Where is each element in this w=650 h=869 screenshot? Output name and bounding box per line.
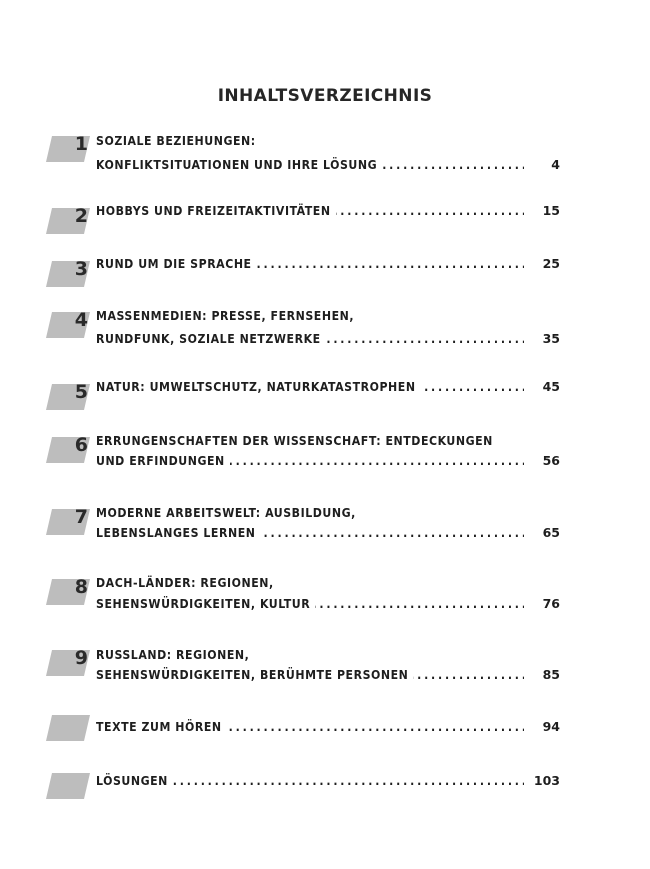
chapter-number: 2 <box>74 205 88 227</box>
chapter-badge <box>46 434 90 463</box>
chapter-badge <box>46 309 90 338</box>
chapter-badge <box>46 647 90 676</box>
chapter-title-line-1: NATUR: UMWELTSCHUTZ, NATURKATASTROPHEN . . . <box>96 376 524 398</box>
chapter-badge <box>46 381 90 410</box>
page-number: 4 <box>551 157 560 172</box>
chapter-badge <box>46 715 90 741</box>
toc-heading: INHALTSVERZEICHNIS <box>217 86 433 106</box>
chapter-title-line-1: SOZIALE BEZIEHUNGEN: <box>96 130 524 152</box>
chapter-badge <box>46 205 90 234</box>
chapter-title-line-1: TEXTE ZUM HÖREN . . . <box>96 716 524 738</box>
page-number: 85 <box>542 667 560 682</box>
chapter-title-line-1: RUSSLAND: REGIONEN, <box>96 644 524 666</box>
chapter-title-line-2: UND ERFINDUNGEN . . . <box>96 450 524 472</box>
page-number: 25 <box>542 256 560 271</box>
chapter-badge <box>46 773 90 799</box>
chapter-badge <box>46 258 90 287</box>
chapter-number: 4 <box>74 309 88 331</box>
chapter-title-line-1: MODERNE ARBEITSWELT: AUSBILDUNG, <box>96 502 524 524</box>
page-number: 103 <box>533 773 560 788</box>
badge-shape <box>46 773 90 799</box>
chapter-title-line-2: LEBENSLANGES LERNEN . . . <box>96 522 524 544</box>
page-number: 94 <box>542 719 560 734</box>
chapter-title-line-1: LÖSUNGEN . . . <box>96 770 524 792</box>
chapter-badge <box>46 133 90 162</box>
badge-shape <box>46 715 90 741</box>
chapter-title-line-1: ERRUNGENSCHAFTEN DER WISSENSCHAFT: ENTDECKUNGEN <box>96 430 524 452</box>
page-number: 45 <box>542 379 560 394</box>
page-number: 35 <box>542 331 560 346</box>
chapter-number: 3 <box>74 258 88 280</box>
chapter-title-line-2: RUNDFUNK, SOZIALE NETZWERKE . . . <box>96 328 524 350</box>
chapter-number: 1 <box>74 133 88 155</box>
chapter-title-line-1: RUND UM DIE SPRACHE . . . <box>96 253 524 275</box>
chapter-number: 5 <box>74 381 88 403</box>
chapter-badge <box>46 506 90 535</box>
chapter-title-line-1: MASSENMEDIEN: PRESSE, FERNSEHEN, <box>96 305 524 327</box>
chapter-number: 8 <box>74 576 88 598</box>
chapter-title-line-2: KONFLIKTSITUATIONEN UND IHRE LÖSUNG . . . <box>96 154 524 176</box>
page-number: 15 <box>542 203 560 218</box>
chapter-badge <box>46 576 90 605</box>
chapter-title-line-1: HOBBYS UND FREIZEITAKTIVITÄTEN . . . <box>96 200 524 222</box>
chapter-title-line-1: DACH-LÄNDER: REGIONEN, <box>96 572 524 594</box>
chapter-title-line-2: SEHENSWÜRDIGKEITEN, BERÜHMTE PERSONEN . . . <box>96 664 524 686</box>
page-number: 56 <box>542 453 560 468</box>
chapter-title-line-2: SEHENSWÜRDIGKEITEN, KULTUR . . . <box>96 593 524 615</box>
chapter-number: 6 <box>74 434 88 456</box>
chapter-number: 9 <box>74 647 88 669</box>
page-number: 76 <box>542 596 560 611</box>
chapter-number: 7 <box>74 506 88 528</box>
page-number: 65 <box>542 525 560 540</box>
